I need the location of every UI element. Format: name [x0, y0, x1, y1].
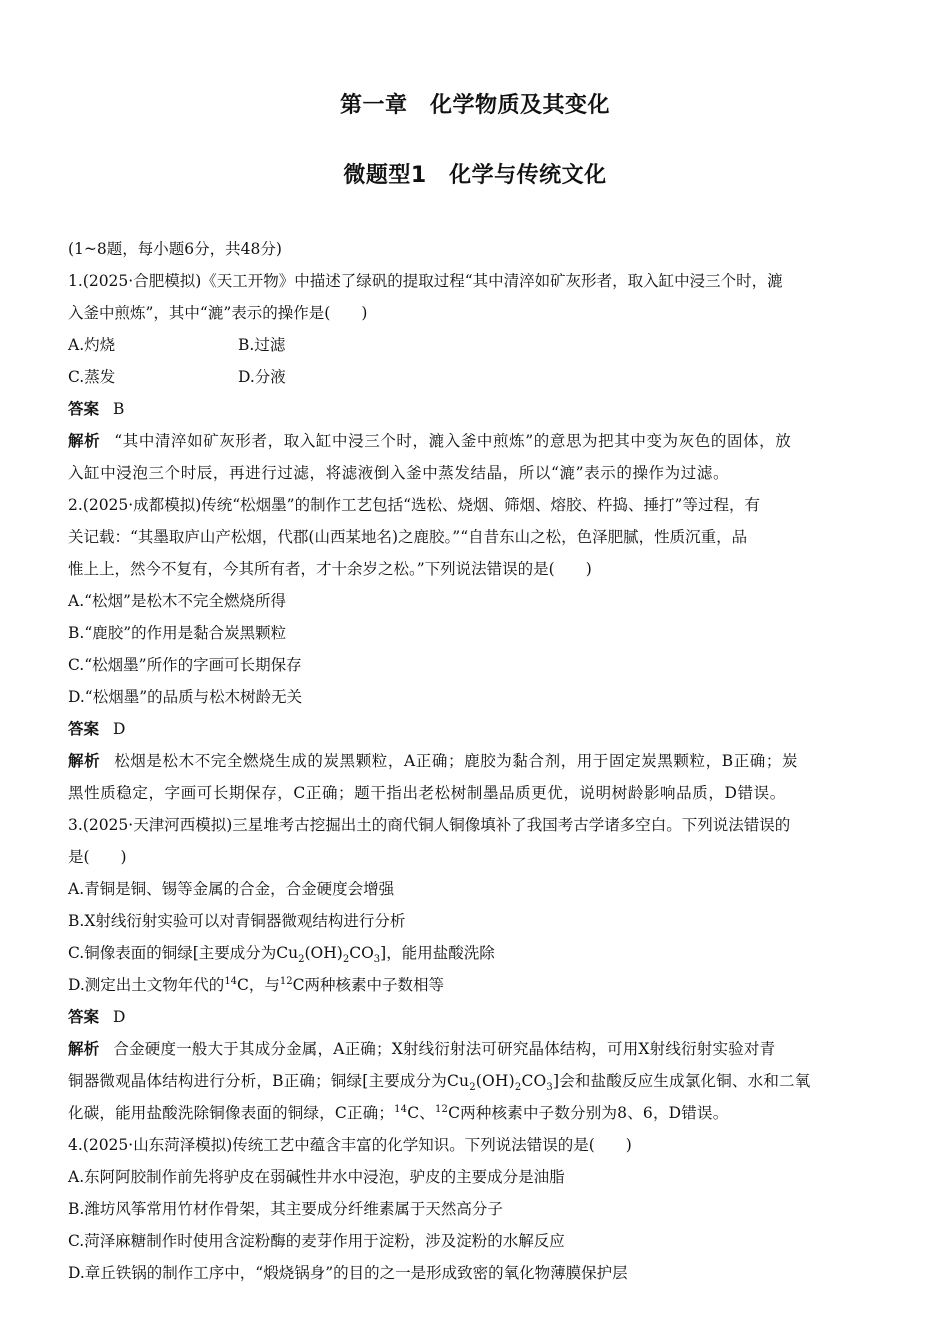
analysis-label: 解析 — [68, 1040, 100, 1058]
q3-analysis-text-2: ]会和盐酸反应生成氯化铜、水和二氧 — [552, 1072, 811, 1090]
q2-answer — [68, 713, 883, 745]
q3-option-c — [68, 937, 883, 969]
answer-label: 答案 — [68, 400, 100, 418]
superscript: 12 — [279, 975, 293, 987]
q2-stem-line-3: 惟上上，然今不复有，今其所有者，才十余岁之松。”下列说法错误的是( ) — [68, 560, 592, 578]
q4-option-b: B.潍坊风筝常用竹材作骨架，其主要成分纤维素属于天然高分子 — [68, 1200, 503, 1218]
subscript: 3 — [373, 954, 381, 966]
q4-option-d: D.章丘铁锅的制作工序中，“煅烧锅身”的目的之一是形成致密的氧化物薄膜保护层 — [68, 1264, 628, 1282]
q3-option-d — [68, 969, 883, 1001]
q3-option-c-text: CO — [349, 944, 374, 962]
questions-body — [68, 233, 883, 1289]
section-title: 微题型1 化学与传统文化 — [343, 163, 607, 188]
q1-answer — [68, 393, 883, 425]
subscript: 2 — [342, 954, 350, 966]
answer-label: 答案 — [68, 720, 100, 738]
subscript: 2 — [469, 1082, 476, 1094]
q2-stem-line-2: 关记载：“其墨取庐山产松烟，代郡(山西某地名)之鹿胶。”“自昔东山之松，色泽肥腻，性质沉重，品 — [68, 528, 748, 546]
q2-option-d: D.“松烟墨”的品质与松木树龄无关 — [68, 688, 303, 706]
q4-option-a: A.东阿阿胶制作前先将驴皮在弱碱性井水中浸泡，驴皮的主要成分是油脂 — [68, 1168, 565, 1186]
q1-stem-line-2: 入釜中煎炼”，其中“漉”表示的操作是( ) — [68, 304, 368, 322]
q1-option-a: A.灼烧 — [68, 336, 116, 354]
q3-option-d-text: C，与 — [237, 976, 280, 994]
q1-analysis-line-1 — [68, 425, 883, 457]
q3-option-a: A.青铜是铜、锡等金属的合金，合金硬度会增强 — [68, 880, 395, 898]
q3-option-b: B.X射线衍射实验可以对青铜器微观结构进行分析 — [68, 912, 406, 930]
q1-analysis-text-1: “其中清淬如矿灰形者，取入缸中浸三个时，漉入釜中煎炼”的意思为把其中变为灰色的固体，放 — [114, 432, 792, 450]
q1-answer-value: B — [113, 400, 125, 418]
q3-answer-value: D — [113, 1008, 126, 1026]
q3-analysis-line-1 — [68, 1033, 883, 1065]
q1-analysis-line-2: 入缸中浸泡三个时辰，再进行过滤，将滤液倒入釜中蒸发结晶，所以“漉”表示的操作为过滤。 — [68, 464, 730, 482]
q1-stem-line-1: 1.(2025·合肥模拟)《天工开物》中描述了绿矾的提取过程“其中清淬如矿灰形者，取入缸中浸三个时，漉 — [68, 272, 783, 290]
q1-option-b: B.过滤 — [238, 336, 286, 354]
q2-analysis-line-2: 黑性质稳定，字画可长期保存，C正确；题干指出老松树制墨品质更优，说明树龄影响品质，D错误。 — [68, 784, 786, 802]
superscript: 12 — [434, 1103, 449, 1115]
intro-line: (1~8题，每小题6分，共48分) — [68, 240, 282, 258]
q3-option-c-text: C.铜像表面的铜绿[主要成分为Cu — [68, 944, 299, 962]
q2-analysis-text-1: 松烟是松木不完全燃烧生成的炭黑颗粒，A正确；鹿胶为黏合剂，用于固定炭黑颗粒，B正确；炭 — [114, 752, 799, 770]
chapter-title: 第一章 化学物质及其变化 — [339, 93, 610, 118]
q1-option-d: D.分液 — [238, 368, 286, 386]
superscript: 14 — [394, 1103, 408, 1115]
q3-analysis-line-3 — [68, 1097, 883, 1129]
q3-stem-line-1: 3.(2025·天津河西模拟)三星堆考古挖掘出土的商代铜人铜像填补了我国考古学诸多空白。下列说法错误的 — [68, 816, 791, 834]
analysis-label: 解析 — [68, 752, 101, 770]
q1-option-c: C.蒸发 — [68, 368, 116, 386]
q1-options-cd — [68, 361, 883, 393]
q3-option-d-text: D.测定出土文物年代的 — [68, 976, 225, 994]
q2-stem-line-1: 2.(2025·成都模拟)传统“松烟墨”的制作工艺包括“选松、烧烟、筛烟、熔胶、杵捣、捶打”等过程，有 — [68, 496, 760, 514]
q3-analysis-text-1: 合金硬度一般大于其成分金属，A正确；X射线衍射法可研究晶体结构，可用X射线衍射实验对青 — [113, 1040, 776, 1058]
q3-option-d-text: C两种核素中子数相等 — [292, 976, 445, 994]
q1-options-ab — [68, 329, 883, 361]
q3-analysis-text-2: (OH) — [475, 1072, 515, 1090]
q3-analysis-text-3: C、 — [407, 1104, 435, 1122]
subscript: 3 — [546, 1082, 553, 1094]
q2-option-a: A.“松烟”是松木不完全燃烧所得 — [68, 592, 286, 610]
q3-analysis-line-2 — [68, 1065, 883, 1097]
q3-stem-line-2: 是( ) — [68, 848, 127, 866]
analysis-label: 解析 — [68, 432, 101, 450]
q3-analysis-text-2: CO — [521, 1072, 547, 1090]
subscript: 2 — [514, 1082, 522, 1094]
q4-stem-line-1: 4.(2025·山东菏泽模拟)传统工艺中蕴含丰富的化学知识。下列说法错误的是( ) — [68, 1136, 632, 1154]
q3-option-c-text: (OH) — [304, 944, 343, 962]
q2-option-b: B.“鹿胶”的作用是黏合炭黑颗粒 — [68, 624, 287, 642]
q2-analysis-line-1 — [68, 745, 883, 777]
q3-analysis-text-3: 化碳，能用盐酸洗除铜像表面的铜绿，C正确； — [68, 1104, 395, 1122]
q2-option-c: C.“松烟墨”所作的字画可长期保存 — [68, 656, 302, 674]
q3-analysis-text-2: 铜器微观晶体结构进行分析，B正确；铜绿[主要成分为Cu — [68, 1072, 470, 1090]
q3-option-c-text: ]，能用盐酸洗除 — [380, 944, 495, 962]
subscript: 2 — [298, 954, 305, 966]
superscript: 14 — [224, 975, 238, 987]
q2-answer-value: D — [113, 720, 126, 738]
answer-label: 答案 — [68, 1008, 100, 1026]
q4-option-c: C.菏泽麻糖制作时使用含淀粉酶的麦芽作用于淀粉，涉及淀粉的水解反应 — [68, 1232, 565, 1250]
q3-answer — [68, 1001, 883, 1033]
q3-analysis-text-3: C两种核素中子数分别为8、6，D错误。 — [448, 1104, 729, 1122]
